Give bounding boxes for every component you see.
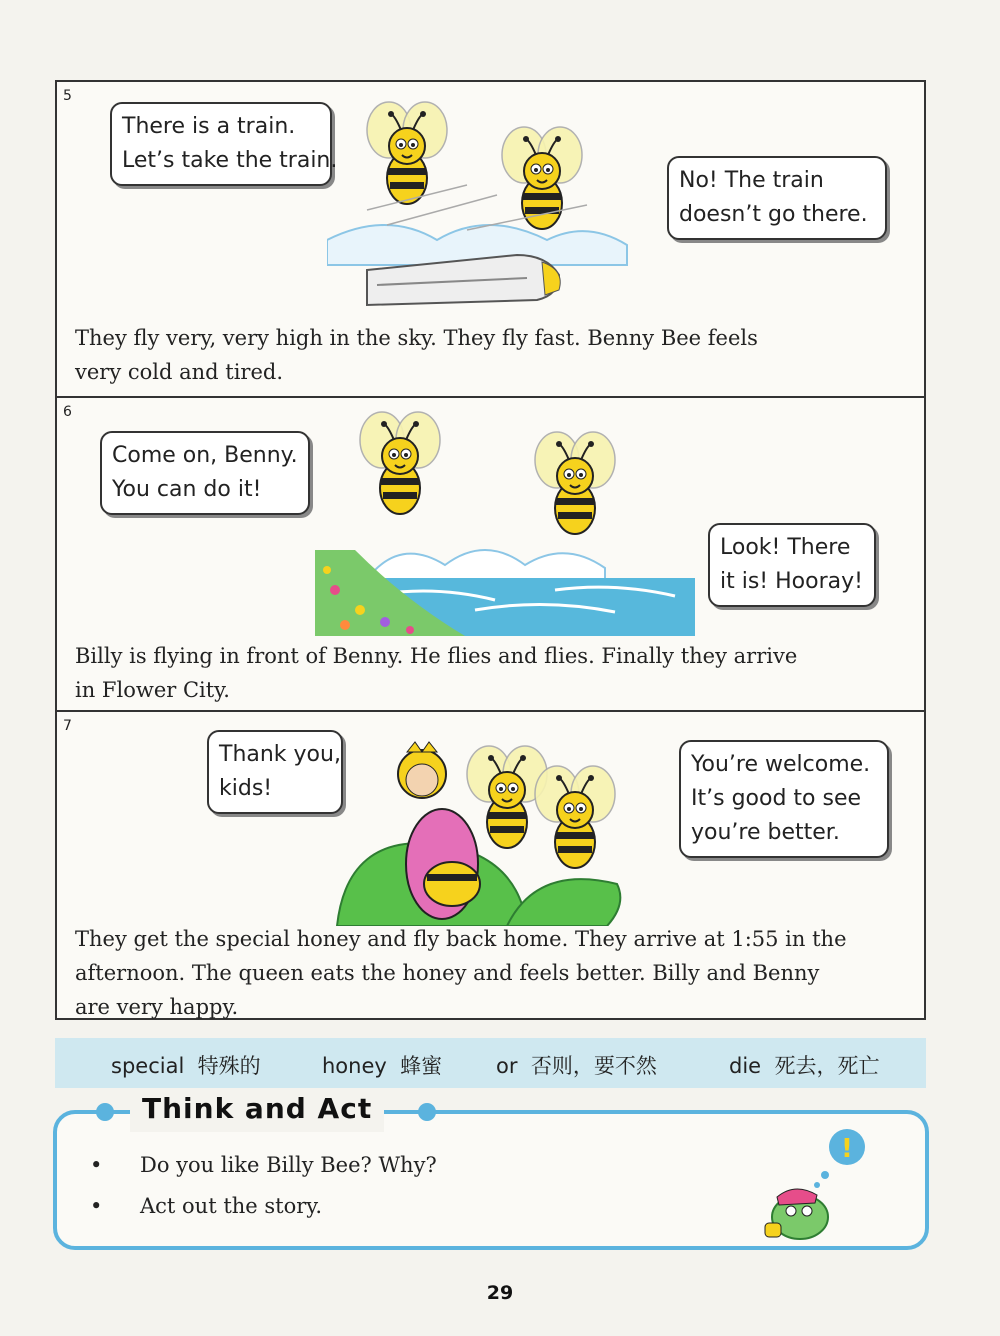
bubble-line: Look! There — [720, 535, 851, 560]
vocab-meaning: 蜂蜜 — [400, 1054, 443, 1078]
bubble-line: Come on, Benny. — [112, 443, 298, 468]
vocab-meaning: 特殊的 — [197, 1054, 261, 1078]
speech-bubble-thank-you-kids — [207, 730, 343, 814]
panel-number: 7 — [63, 718, 72, 734]
vocab-word: honey — [322, 1054, 387, 1078]
panel-narration — [75, 639, 797, 707]
vocab-word: die — [729, 1054, 762, 1078]
item-text: Act out the story. — [140, 1194, 323, 1218]
narration-line: are very happy. — [75, 995, 239, 1019]
page-number: 29 — [486, 1282, 514, 1304]
think-and-act-item — [96, 1194, 323, 1218]
vocab-item-or — [496, 1050, 657, 1080]
narration-line: afternoon. The queen eats the honey and feels better. Billy and Benny — [75, 961, 820, 985]
bubble-line: You’re welcome. — [691, 752, 871, 777]
vocab-item-die — [729, 1050, 879, 1080]
story-frame — [55, 80, 926, 1020]
panel-number: 6 — [63, 404, 72, 420]
vocabulary-band — [55, 1038, 926, 1088]
speech-bubble-youre-welcome — [679, 740, 889, 858]
narration-line: They fly very, very high in the sky. They fly fast. Benny Bee feels — [75, 326, 758, 350]
item-text: Do you like Billy Bee? Why? — [140, 1153, 437, 1177]
queen-bee-and-kids-illustration — [327, 714, 657, 926]
story-panel-7 — [57, 710, 924, 1018]
speech-bubble-look-there-it-is — [708, 523, 876, 607]
bubble-line: kids! — [219, 776, 273, 801]
bubble-line: There is a train. — [122, 114, 296, 139]
story-panel-6 — [57, 396, 924, 710]
bubble-line: you’re better. — [691, 820, 840, 845]
vocab-item-special — [111, 1050, 261, 1080]
speech-bubble-there-is-a-train — [110, 102, 338, 186]
narration-line: very cold and tired. — [75, 360, 284, 384]
speech-bubble-no-the-train — [667, 156, 887, 240]
panel-number: 5 — [63, 88, 72, 104]
bubble-line: It’s good to see — [691, 786, 862, 811]
narration-line: Billy is flying in front of Benny. He flies and flies. Finally they arrive — [75, 644, 798, 668]
panel-narration — [75, 321, 758, 389]
bubble-line: You can do it! — [112, 477, 262, 502]
bubble-line: it is! Hooray! — [720, 569, 863, 594]
narration-line: They get the special honey and fly back home. They arrive at 1:55 in the — [75, 927, 847, 951]
vocab-meaning: 死去，死亡 — [774, 1054, 880, 1078]
bees-over-train-illustration — [327, 90, 667, 310]
story-panel-5 — [57, 82, 924, 396]
speech-bubble-come-on-benny — [100, 431, 310, 515]
panel-narration — [75, 922, 847, 1024]
title-right-dot — [418, 1103, 436, 1121]
title-left-dot — [96, 1103, 114, 1121]
svg-text:!: ! — [841, 1134, 853, 1164]
think-and-act-item — [96, 1153, 437, 1177]
think-and-act-title: Think and Act — [130, 1092, 384, 1132]
vocab-meaning: 否则，要不然 — [530, 1054, 657, 1078]
bees-over-sea-illustration — [315, 400, 695, 636]
bubble-line: No! The train — [679, 168, 824, 193]
vocab-word: special — [111, 1054, 185, 1078]
vocab-word: or — [496, 1054, 518, 1078]
thinking-mascot-icon — [755, 1127, 875, 1245]
bubble-line: doesn’t go there. — [679, 202, 868, 227]
bubble-line: Thank you, — [219, 742, 341, 767]
narration-line: in Flower City. — [75, 678, 230, 702]
bubble-line: Let’s take the train. — [122, 148, 338, 173]
vocab-item-honey — [322, 1050, 442, 1080]
